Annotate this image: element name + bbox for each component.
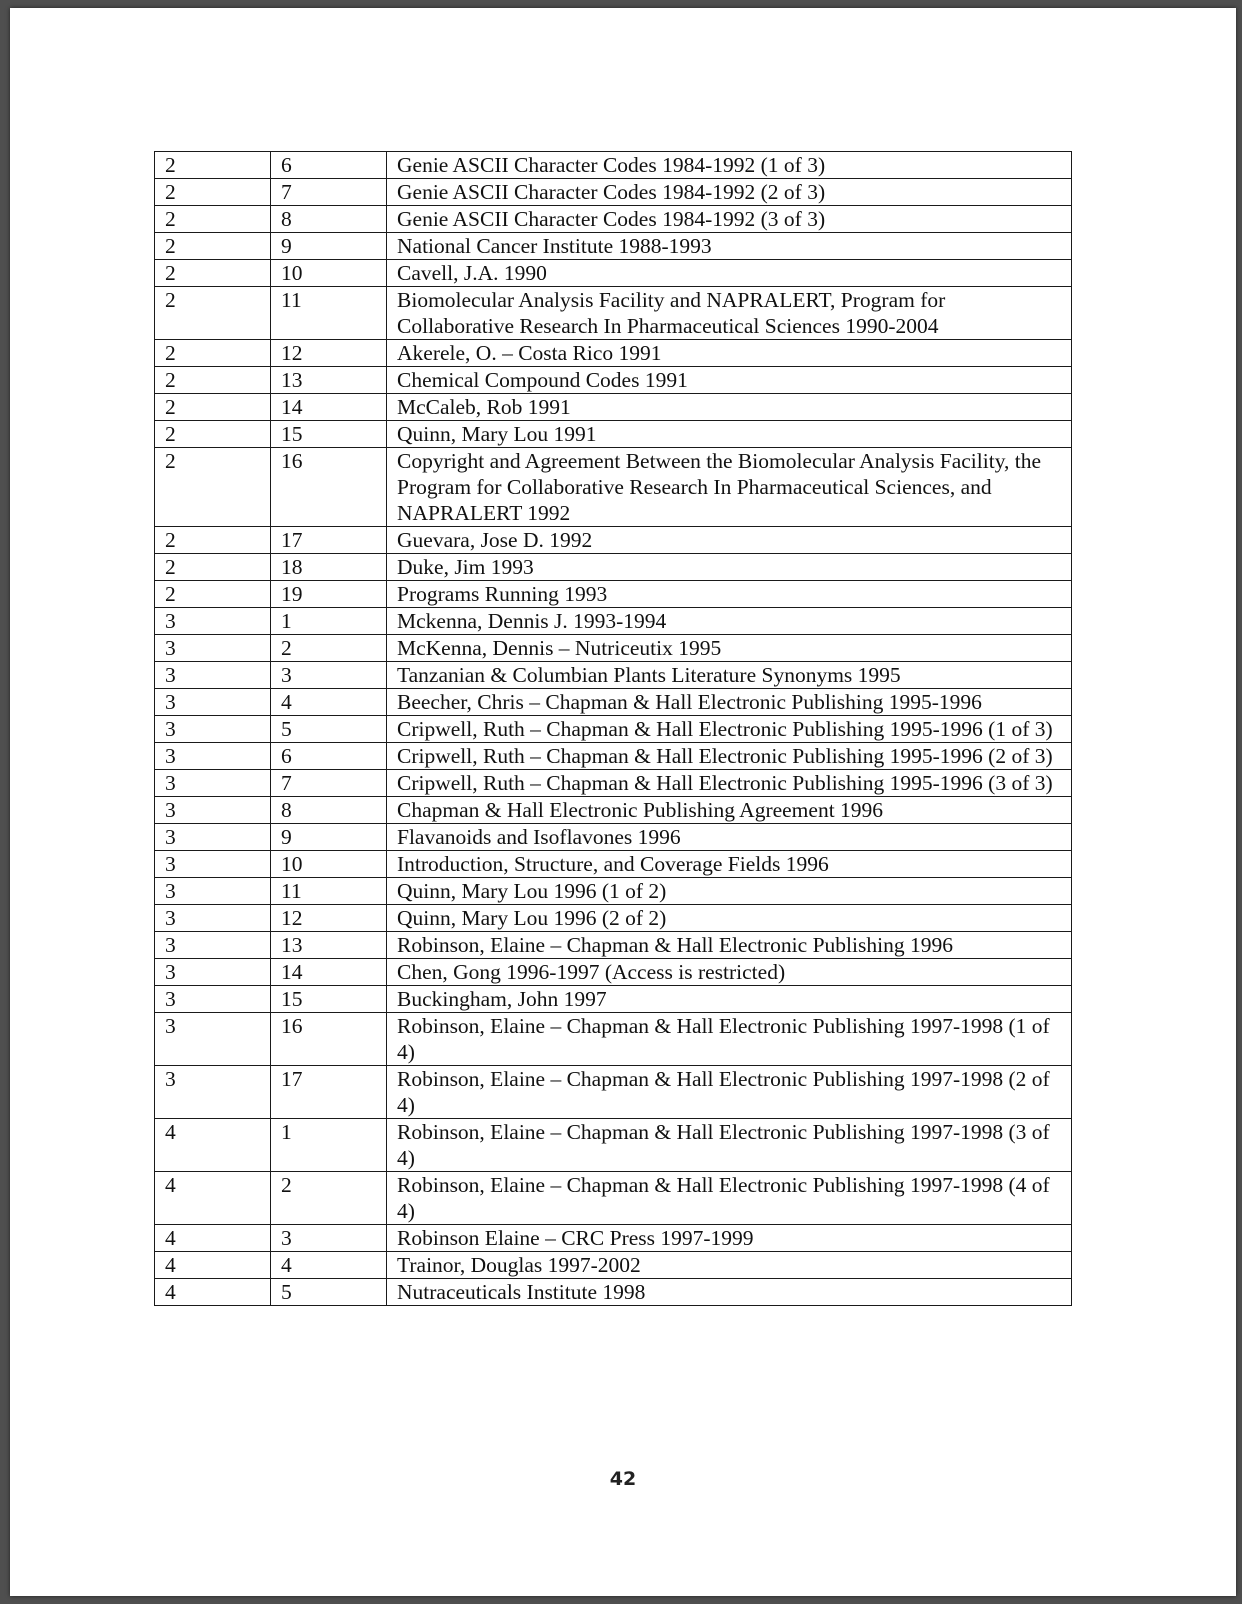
box-number-cell: 4 [155,1279,271,1306]
folder-title-cell: Flavanoids and Isoflavones 1996 [387,824,1072,851]
folder-title-cell: Duke, Jim 1993 [387,554,1072,581]
folder-title-cell: Cavell, J.A. 1990 [387,260,1072,287]
folder-title-cell: Beecher, Chris – Chapman & Hall Electronic Publishing 1995-1996 [387,689,1072,716]
table-row [155,394,1072,421]
table-row [155,340,1072,367]
box-number-cell: 3 [155,878,271,905]
box-number-cell: 2 [155,421,271,448]
folder-title-cell: Cripwell, Ruth – Chapman & Hall Electronic Publishing 1995-1996 (2 of 3) [387,743,1072,770]
box-number-cell: 3 [155,716,271,743]
table-row [155,1252,1072,1279]
table-row [155,959,1072,986]
box-number-cell: 3 [155,743,271,770]
folder-number-cell: 12 [271,905,387,932]
box-number-cell: 3 [155,824,271,851]
folder-title-cell: Quinn, Mary Lou 1996 (1 of 2) [387,878,1072,905]
folder-number-cell: 8 [271,797,387,824]
box-number-cell: 3 [155,635,271,662]
folder-number-cell: 9 [271,824,387,851]
box-number-cell: 2 [155,233,271,260]
folder-title-cell: Robinson, Elaine – Chapman & Hall Electronic Publishing 1997-1998 (3 of 4) [387,1119,1072,1172]
folder-number-cell: 2 [271,1172,387,1225]
folder-number-cell: 6 [271,743,387,770]
table-row [155,824,1072,851]
box-number-cell: 3 [155,662,271,689]
table-row [155,932,1072,959]
table-row [155,1013,1072,1066]
table-row [155,905,1072,932]
box-number-cell: 2 [155,206,271,233]
folder-number-cell: 13 [271,367,387,394]
folder-number-cell: 16 [271,1013,387,1066]
folder-number-cell: 17 [271,1066,387,1119]
table-row [155,367,1072,394]
box-number-cell: 2 [155,581,271,608]
folder-title-cell: Cripwell, Ruth – Chapman & Hall Electronic Publishing 1995-1996 (1 of 3) [387,716,1072,743]
folder-number-cell: 10 [271,260,387,287]
folder-title-cell: Guevara, Jose D. 1992 [387,527,1072,554]
table-row [155,581,1072,608]
table-body [155,152,1072,1306]
folder-number-cell: 15 [271,421,387,448]
folder-number-cell: 4 [271,1252,387,1279]
folder-title-cell: Chemical Compound Codes 1991 [387,367,1072,394]
folder-title-cell: Akerele, O. – Costa Rico 1991 [387,340,1072,367]
folder-title-cell: Genie ASCII Character Codes 1984-1992 (1 of 3) [387,152,1072,179]
table-row [155,527,1072,554]
table-row [155,206,1072,233]
folder-title-cell: Quinn, Mary Lou 1996 (2 of 2) [387,905,1072,932]
folder-title-cell: Robinson, Elaine – Chapman & Hall Electronic Publishing 1997-1998 (1 of 4) [387,1013,1072,1066]
folder-number-cell: 3 [271,1225,387,1252]
folder-title-cell: Chapman & Hall Electronic Publishing Agreement 1996 [387,797,1072,824]
folder-title-cell: McKenna, Dennis – Nutriceutix 1995 [387,635,1072,662]
table-row [155,260,1072,287]
box-number-cell: 3 [155,851,271,878]
table-row [155,608,1072,635]
table-row [155,287,1072,340]
box-number-cell: 4 [155,1119,271,1172]
table-row [155,986,1072,1013]
folder-number-cell: 16 [271,448,387,527]
table-row [155,635,1072,662]
table-row [155,152,1072,179]
folder-number-cell: 2 [271,635,387,662]
table-row [155,851,1072,878]
folder-number-cell: 9 [271,233,387,260]
folder-number-cell: 14 [271,394,387,421]
box-number-cell: 2 [155,367,271,394]
box-number-cell: 3 [155,770,271,797]
folder-title-cell: Trainor, Douglas 1997-2002 [387,1252,1072,1279]
table-row [155,179,1072,206]
folder-title-cell: Genie ASCII Character Codes 1984-1992 (3 of 3) [387,206,1072,233]
folder-title-cell: Genie ASCII Character Codes 1984-1992 (2 of 3) [387,179,1072,206]
folder-number-cell: 11 [271,878,387,905]
folder-number-cell: 5 [271,716,387,743]
box-number-cell: 2 [155,527,271,554]
folder-title-cell: Quinn, Mary Lou 1991 [387,421,1072,448]
folder-number-cell: 12 [271,340,387,367]
box-number-cell: 2 [155,287,271,340]
folder-title-cell: Nutraceuticals Institute 1998 [387,1279,1072,1306]
box-number-cell: 4 [155,1252,271,1279]
folder-number-cell: 13 [271,932,387,959]
folder-number-cell: 1 [271,608,387,635]
folder-title-cell: Buckingham, John 1997 [387,986,1072,1013]
folder-title-cell: Programs Running 1993 [387,581,1072,608]
folder-number-cell: 15 [271,986,387,1013]
box-number-cell: 2 [155,152,271,179]
folder-title-cell: McCaleb, Rob 1991 [387,394,1072,421]
table-row [155,743,1072,770]
table-row [155,233,1072,260]
folder-title-cell: Biomolecular Analysis Facility and NAPRALERT, Program for Collaborative Research In Pharmaceutical Sciences 1990-2004 [387,287,1072,340]
table-row [155,878,1072,905]
folder-title-cell: Robinson, Elaine – Chapman & Hall Electronic Publishing 1997-1998 (4 of 4) [387,1172,1072,1225]
box-number-cell: 3 [155,959,271,986]
box-number-cell: 3 [155,905,271,932]
folder-title-cell: Robinson, Elaine – Chapman & Hall Electronic Publishing 1997-1998 (2 of 4) [387,1066,1072,1119]
folder-number-cell: 6 [271,152,387,179]
box-number-cell: 3 [155,1013,271,1066]
table-row [155,689,1072,716]
folder-number-cell: 4 [271,689,387,716]
folder-title-cell: National Cancer Institute 1988-1993 [387,233,1072,260]
folder-number-cell: 11 [271,287,387,340]
box-number-cell: 2 [155,179,271,206]
box-number-cell: 2 [155,260,271,287]
folder-title-cell: Robinson, Elaine – Chapman & Hall Electronic Publishing 1996 [387,932,1072,959]
folder-title-cell: Mckenna, Dennis J. 1993-1994 [387,608,1072,635]
table-row [155,1066,1072,1119]
table-row [155,448,1072,527]
folder-number-cell: 19 [271,581,387,608]
folder-title-cell: Cripwell, Ruth – Chapman & Hall Electronic Publishing 1995-1996 (3 of 3) [387,770,1072,797]
folder-title-cell: Copyright and Agreement Between the Biomolecular Analysis Facility, the Program for Collaborative Research In Pharmaceutical Sciences, and NAPRALERT 1992 [387,448,1072,527]
table-row [155,797,1072,824]
box-number-cell: 2 [155,554,271,581]
box-number-cell: 3 [155,608,271,635]
folder-title-cell: Introduction, Structure, and Coverage Fields 1996 [387,851,1072,878]
box-number-cell: 3 [155,1066,271,1119]
table-row [155,1172,1072,1225]
folder-number-cell: 18 [271,554,387,581]
table-row [155,770,1072,797]
folder-number-cell: 17 [271,527,387,554]
table-row [155,421,1072,448]
table-row [155,1225,1072,1252]
box-number-cell: 4 [155,1172,271,1225]
document-page [10,8,1236,1596]
folder-title-cell: Robinson Elaine – CRC Press 1997-1999 [387,1225,1072,1252]
box-number-cell: 2 [155,394,271,421]
folder-number-cell: 1 [271,1119,387,1172]
folder-number-cell: 7 [271,179,387,206]
folder-number-cell: 7 [271,770,387,797]
finding-aid-table [154,151,1072,1306]
page-number: 42 [609,1468,637,1490]
table-row [155,554,1072,581]
folder-number-cell: 10 [271,851,387,878]
folder-number-cell: 14 [271,959,387,986]
folder-title-cell: Chen, Gong 1996-1997 (Access is restricted) [387,959,1072,986]
folder-number-cell: 5 [271,1279,387,1306]
folder-number-cell: 8 [271,206,387,233]
table-row [155,1279,1072,1306]
folder-title-cell: Tanzanian & Columbian Plants Literature Synonyms 1995 [387,662,1072,689]
box-number-cell: 3 [155,932,271,959]
box-number-cell: 3 [155,689,271,716]
table-row [155,716,1072,743]
table-row [155,1119,1072,1172]
box-number-cell: 4 [155,1225,271,1252]
box-number-cell: 2 [155,448,271,527]
folder-number-cell: 3 [271,662,387,689]
table-row [155,662,1072,689]
box-number-cell: 2 [155,340,271,367]
box-number-cell: 3 [155,986,271,1013]
box-number-cell: 3 [155,797,271,824]
